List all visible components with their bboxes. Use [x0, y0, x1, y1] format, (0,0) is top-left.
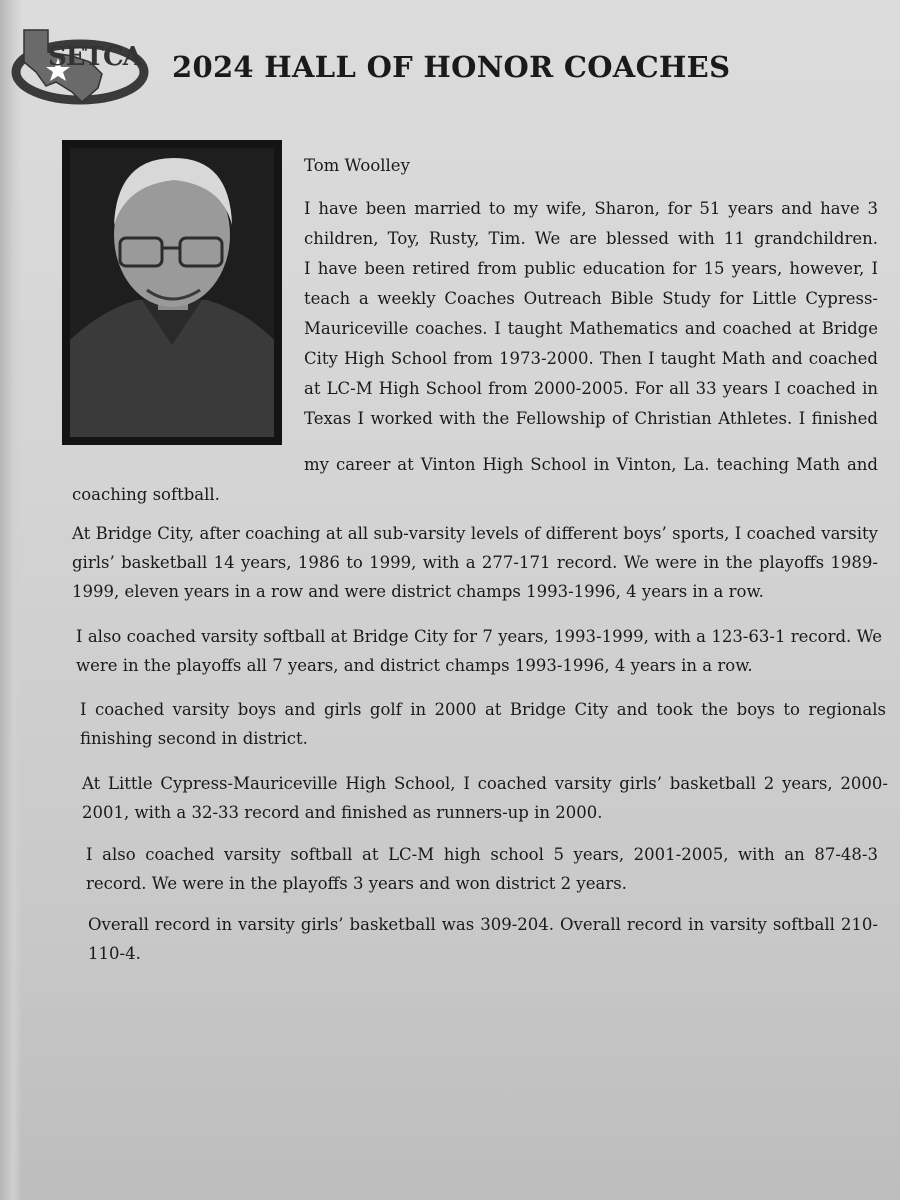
paragraph-lcm-softball: I also coached varsity softball at LC-M high school 5 years, 2001-2005, with an 87-48-3 record. We were in the playoffs 3 years and won district 2 years.: [86, 845, 878, 893]
paragraph-bridge-city-softball: I also coached varsity softball at Bridge City for 7 years, 1993-1999, with a 123-63-1 record. We were in the playoffs all 7 years, and district champs 1993-1996, 4 years in a row.: [76, 627, 882, 675]
logo-text: SETCA: [48, 42, 142, 72]
bio-line: I have been married to my wife, Sharon, for 51 years and have 3: [304, 199, 878, 218]
bio-line: children, Toy, Rusty, Tim. We are blessed with 11 grandchildren.: [304, 229, 878, 248]
page-title: 2024 HALL OF HONOR COACHES: [172, 50, 731, 84]
bio-tail: coaching softball.: [72, 485, 220, 504]
coach-photo: [62, 140, 282, 445]
paragraph-bridge-city-basketball: At Bridge City, after coaching at all sub-varsity levels of different boys’ sports, I coached varsity girls’ basketball 14 years, 1986 to 1999, with a 277-171 record. We were in the playoffs 1989-1999, eleven years in a row and were district champs 1993-1996, 4 years in a row.: [72, 524, 878, 601]
bio-line: at LC-M High School from 2000-2005. For all 33 years I coached in: [304, 379, 878, 398]
paragraph-overall-record: Overall record in varsity girls’ basketball was 309-204. Overall record in varsity softball 210-110-4.: [88, 915, 878, 963]
page-fold-shadow: [0, 0, 22, 1200]
paragraph-lcm-basketball: At Little Cypress-Mauriceville High School, I coached varsity girls’ basketball 2 years, 2000-2001, with a 32-33 record and finished as runners-up in 2000.: [82, 774, 888, 822]
bio-line: City High School from 1973-2000. Then I taught Math and coached: [304, 349, 878, 368]
bio-line: my career at Vinton High School in Vinton, La. teaching Math and: [304, 455, 878, 474]
paragraph-golf: I coached varsity boys and girls golf in 2000 at Bridge City and took the boys to regionals finishing second in district.: [80, 700, 886, 748]
bio-line: Mauriceville coaches. I taught Mathematics and coached at Bridge: [304, 319, 878, 338]
bio-line: I have been retired from public education for 15 years, however, I: [304, 259, 878, 278]
bio-line: teach a weekly Coaches Outreach Bible Study for Little Cypress-: [304, 289, 878, 308]
coach-portrait-image: [62, 140, 282, 445]
bio-line: Texas I worked with the Fellowship of Christian Athletes. I finished: [304, 409, 878, 428]
setca-logo: [10, 22, 150, 108]
coach-name: Tom Woolley: [304, 156, 410, 175]
coach-bio-wrapped: [304, 194, 878, 434]
